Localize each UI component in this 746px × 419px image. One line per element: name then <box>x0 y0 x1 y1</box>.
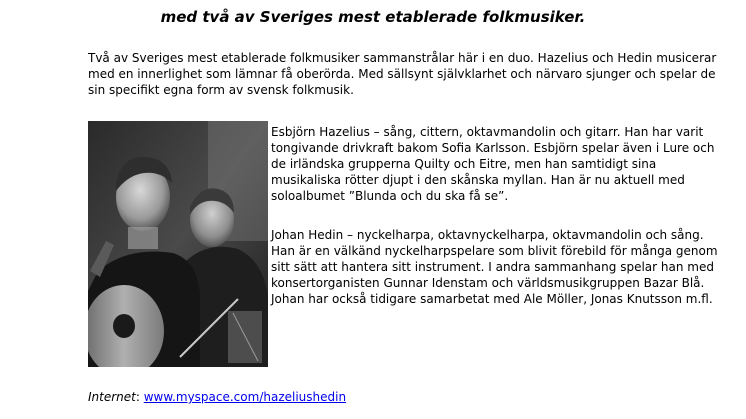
bio-esbjorn-hazelius: Esbjörn Hazelius – sång, cittern, oktavmandolin och gitarr. Han har varit tongivande drivkraft bakom Sofia Karlsson. Esbjörn spelar även i Lure och de irländska grupperna Quilty och Eitre, men han samtidigt sina musikaliska rötter djupt i den skånska myllan. Han är nu aktuell med soloalbumet ”Blunda och du ska få se”. <box>271 125 715 203</box>
internet-label: Internet <box>88 390 136 404</box>
internet-separator: : <box>135 390 144 404</box>
duo-photo <box>88 121 268 367</box>
myspace-link[interactable]: www.myspace.com/hazeliushedin <box>143 390 347 404</box>
duo-photo-image <box>88 121 268 367</box>
bio-johan-hedin: Johan Hedin – nyckelharpa, oktavnyckelharpa, oktavmandolin och sång. Han är en välkänd nyckelharpspelare som blivit förebild för många genom sitt sätt att hantera sitt instrument. I andra sammanhang spelar han med konsertorganisten Gunnar Idenstam och världsmusikgruppen Bazar Blå. Johan har också tidigare samarbetat med Ale Möller, Jonas Knutsson m.fl. <box>271 228 718 306</box>
intro-paragraph: Två av Sveriges mest etablerade folkmusiker sammanstrålar här i en duo. Hazelius och Hedin musicerar med en innerlighet som lämnar få oberörda. Med sällsynt självklarhet och närvaro sjunger och spelar de sin specifikt egna form av svensk folkmusik. <box>88 51 717 97</box>
subtitle: med två av Sveriges mest etablerade folkmusiker. <box>160 8 586 26</box>
internet-line <box>88 389 346 405</box>
